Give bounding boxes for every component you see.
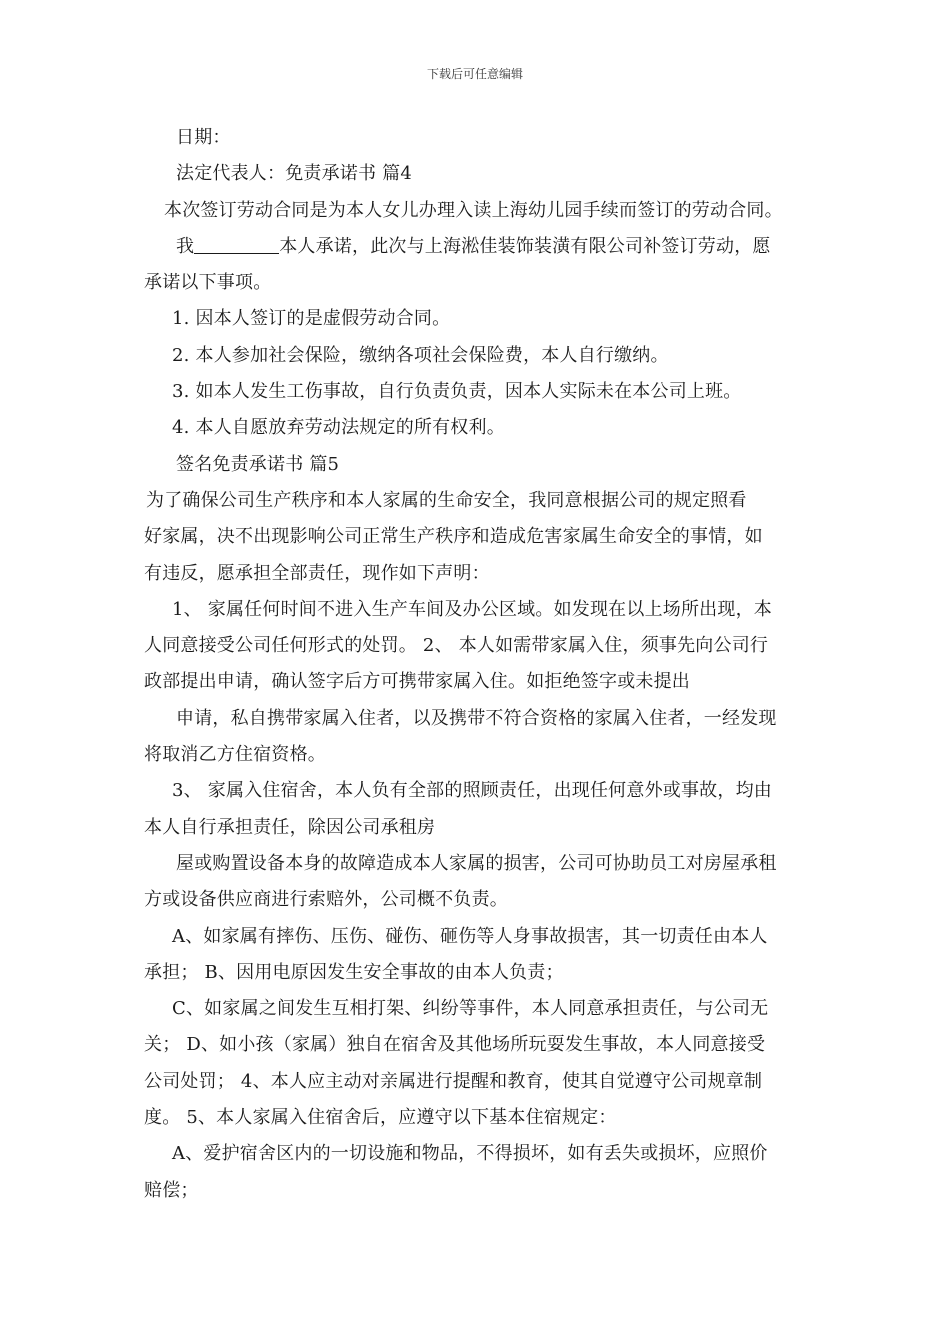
pledge-prefix: 我	[176, 235, 195, 257]
clause-a-line-2: 承担； B、因用电原因发生安全事故的由本人负责；	[144, 961, 564, 983]
statement-1-line-2: 人同意接受公司任何形式的处罚。 2、 本人如需带家属入住，须事先向公司行	[144, 635, 769, 657]
page-header: 下载后可任意编辑	[426, 67, 523, 81]
statement-4-line-2: 方或设备供应商进行索赔外，公司概不负责。	[144, 889, 508, 911]
date-line: 日期：	[176, 127, 231, 148]
statement-3-line-1: 3、 家属入住宿舍，本人负有全部的照顾责任，出现任何意外或事故，均由	[172, 780, 772, 802]
statement-1-line-3: 政部提出申请，确认签字后方可携带家属入住。如拒绝签字或未提出	[144, 671, 690, 693]
rule-a-line-1: A、爱护宿舍区内的一切设施和物品，不得损坏，如有丢失或损坏，应照价	[172, 1143, 768, 1165]
pledge-rest: 本人承诺，此次与上海淞佳装饰装潢有限公司补签订劳动，愿	[279, 235, 771, 257]
intro-paragraph-4: 本次签订劳动合同是为本人女儿办理入读上海幼儿园手续而签订的劳动合同。	[164, 199, 783, 221]
list-item-4: 4. 本人自愿放弃劳动法规定的所有权利。	[172, 417, 505, 439]
paragraph-5-line-2: 好家属，决不出现影响公司正常生产秩序和造成危害家属生命安全的事情，如	[144, 526, 763, 548]
clause-c-line-2: 关； D、如小孩（家属）独自在宿舍及其他场所玩耍发生事故，本人同意接受	[144, 1034, 766, 1056]
section-title-5: 签名免责承诺书 篇5	[176, 453, 340, 475]
pledge-line-1	[144, 229, 810, 265]
statement-1-line-1: 1、 家属任何时间不进入生产车间及办公区域。如发现在以上场所出现，本	[172, 598, 772, 620]
statement-3-line-2: 本人自行承担责任，除因公司承租房	[144, 816, 436, 838]
list-item-2: 2. 本人参加社会保险，缴纳各项社会保险费，本人自行缴纳。	[172, 344, 669, 366]
statement-2-line-2: 将取消乙方住宿资格。	[144, 744, 326, 766]
name-blank	[194, 235, 279, 254]
paragraph-5-line-1: 为了确保公司生产秩序和本人家属的生命安全，我同意根据公司的规定照看	[146, 489, 747, 511]
paragraph-5-line-3: 有违反，愿承担全部责任，现作如下声明：	[144, 562, 490, 584]
statement-4-line-1: 屋或购置设备本身的故障造成本人家属的损害，公司可协助员工对房屋承租	[176, 852, 777, 874]
section-title-4: 法定代表人：免责承诺书 篇4	[176, 163, 412, 185]
rule-a-line-2: 赔偿；	[144, 1179, 199, 1201]
document-body	[144, 120, 810, 1209]
clause-a-line-1: A、如家属有摔伤、压伤、碰伤、砸伤等人身事故损害，其一切责任由本人	[172, 925, 768, 947]
list-item-3: 3. 如本人发生工伤事故，自行负责负责，因本人实际未在本公司上班。	[172, 381, 742, 403]
clause-c-line-4: 度。 5、本人家属入住宿舍后，应遵守以下基本住宿规定：	[144, 1107, 617, 1129]
statement-2-line-1: 申请，私自携带家属入住者，以及携带不符合资格的家属入住者，一经发现	[176, 707, 777, 729]
clause-c-line-3: 公司处罚； 4、本人应主动对亲属进行提醒和教育，使其自觉遵守公司规章制	[144, 1070, 763, 1092]
clause-c-line-1: C、如家属之间发生互相打架、纠纷等事件，本人同意承担责任，与公司无	[172, 998, 769, 1020]
pledge-line-2: 承诺以下事项。	[144, 272, 272, 294]
list-item-1: 1. 因本人签订的是虚假劳动合同。	[172, 308, 451, 330]
